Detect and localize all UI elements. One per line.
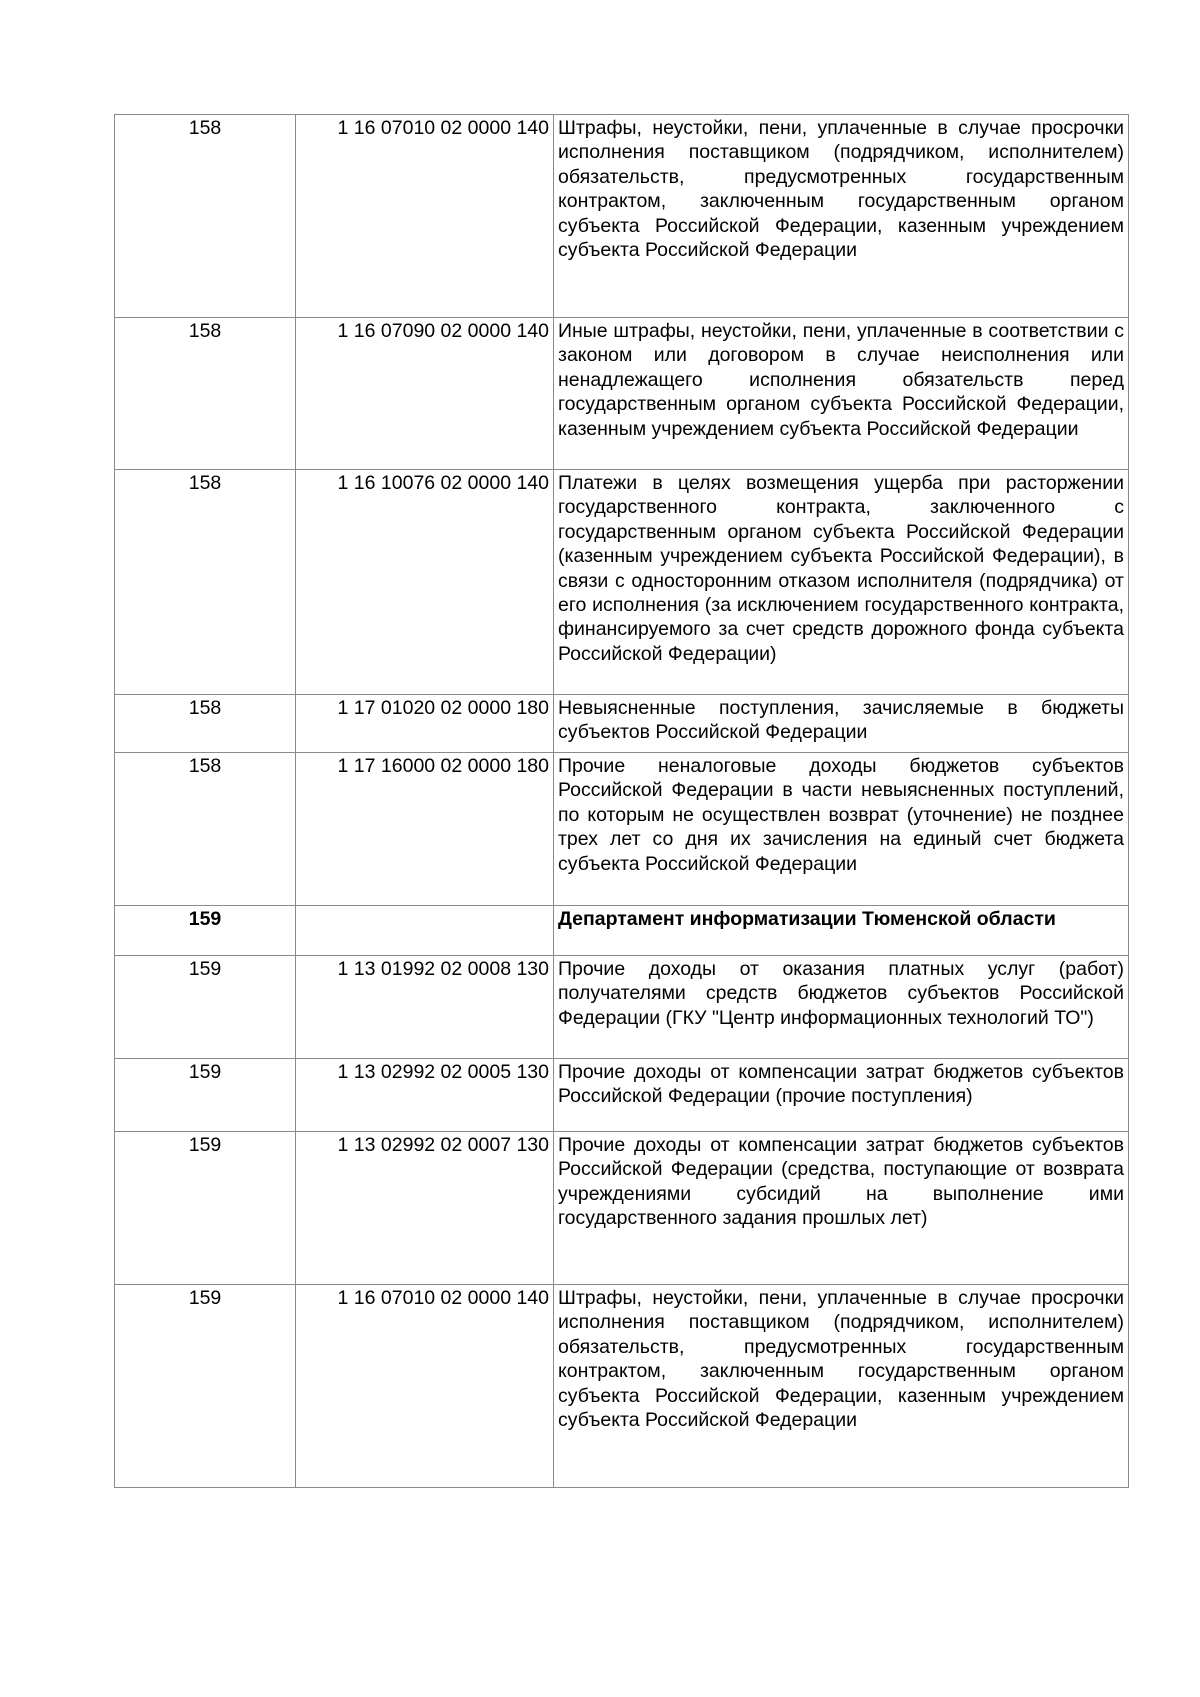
table-row <box>115 318 1129 470</box>
revenue-name-cell: Платежи в целях возмещения ущерба при расторжении государственного контракта, заключенного с государственным органом субъекта Российской Федерации (казенным учреждением субъекта Российской Федерации), в связи с односторонним отказом исполнителя (подрядчика) от его исполнения (за исключением государственного контракта, финансируемого за счет средств дорожного фонда субъекта Российской Федерации) <box>554 470 1129 695</box>
revenue-code-cell: 1 16 10076 02 0000 140 <box>296 470 554 695</box>
revenue-code-cell: 1 16 07010 02 0000 140 <box>296 115 554 318</box>
revenue-name-cell: Прочие доходы от компенсации затрат бюджетов субъектов Российской Федерации (средства, поступающие от возврата учреждениями субсидий на выполнение ими государственного задания прошлых лет) <box>554 1132 1129 1285</box>
table-row <box>115 1059 1129 1132</box>
revenue-name-cell: Невыясненные поступления, зачисляемые в бюджеты субъектов Российской Федерации <box>554 695 1129 753</box>
table-row <box>115 1132 1129 1285</box>
revenue-name-cell: Иные штрафы, неустойки, пени, уплаченные в соответствии с законом или договором в случае неисполнения или ненадлежащего исполнения обязательств перед государственным органом субъекта Российской Федерации, казенным учреждением субъекта Российской Федерации <box>554 318 1129 470</box>
department-title: Департамент информатизации Тюменской области <box>554 906 1129 956</box>
admin-code-cell: 158 <box>115 695 296 753</box>
revenue-code-cell: 1 13 02992 02 0007 130 <box>296 1132 554 1285</box>
revenue-code-cell: 1 16 07010 02 0000 140 <box>296 1285 554 1488</box>
section-header-row <box>115 906 1129 956</box>
revenue-code-cell: 1 17 16000 02 0000 180 <box>296 753 554 906</box>
revenue-code-cell: 1 13 01992 02 0008 130 <box>296 956 554 1059</box>
revenue-name-cell: Штрафы, неустойки, пени, уплаченные в случае просрочки исполнения поставщиком (подрядчиком, исполнителем) обязательств, предусмотренных государственным контрактом, заключенным государственным органом субъекта Российской Федерации, казенным учреждением субъекта Российской Федерации <box>554 115 1129 318</box>
revenue-code-cell: 1 17 01020 02 0000 180 <box>296 695 554 753</box>
table-row <box>115 695 1129 753</box>
admin-code-cell: 159 <box>115 1132 296 1285</box>
admin-code-cell: 159 <box>115 906 296 956</box>
revenue-name-cell: Штрафы, неустойки, пени, уплаченные в случае просрочки исполнения поставщиком (подрядчиком, исполнителем) обязательств, предусмотренных государственным контрактом, заключенным государственным органом субъекта Российской Федерации, казенным учреждением субъекта Российской Федерации <box>554 1285 1129 1488</box>
admin-code-cell: 159 <box>115 956 296 1059</box>
revenue-name-cell: Прочие неналоговые доходы бюджетов субъектов Российской Федерации в части невыясненных поступлений, по которым не осуществлен возврат (уточнение) не позднее трех лет со дня их зачисления на единый счет бюджета субъекта Российской Федерации <box>554 753 1129 906</box>
table-row <box>115 115 1129 318</box>
revenue-codes-table <box>114 114 1129 1488</box>
revenue-name-cell: Прочие доходы от компенсации затрат бюджетов субъектов Российской Федерации (прочие поступления) <box>554 1059 1129 1132</box>
admin-code-cell: 158 <box>115 470 296 695</box>
admin-code-cell: 159 <box>115 1285 296 1488</box>
revenue-code-cell: 1 13 02992 02 0005 130 <box>296 1059 554 1132</box>
admin-code-cell: 159 <box>115 1059 296 1132</box>
revenue-name-cell: Прочие доходы от оказания платных услуг (работ) получателями средств бюджетов субъектов Российской Федерации (ГКУ "Центр информационных технологий ТО") <box>554 956 1129 1059</box>
admin-code-cell: 158 <box>115 753 296 906</box>
revenue-code-cell: 1 16 07090 02 0000 140 <box>296 318 554 470</box>
table-row <box>115 470 1129 695</box>
table-row <box>115 956 1129 1059</box>
admin-code-cell: 158 <box>115 115 296 318</box>
admin-code-cell: 158 <box>115 318 296 470</box>
table-row <box>115 1285 1129 1488</box>
table-row <box>115 753 1129 906</box>
revenue-code-cell <box>296 906 554 956</box>
